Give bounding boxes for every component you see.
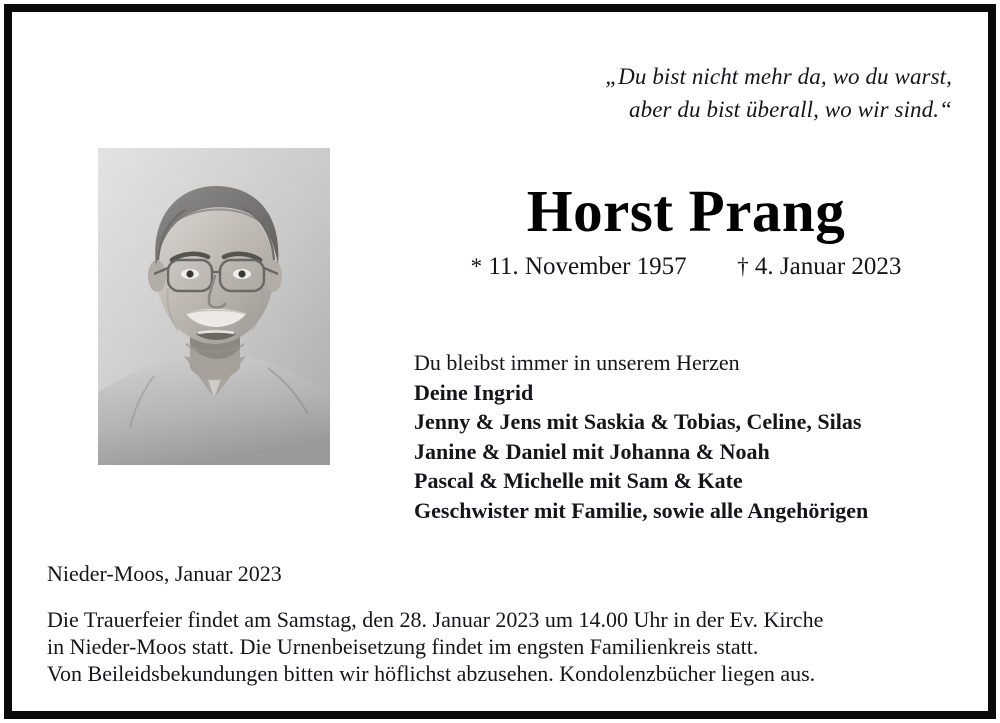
place-and-date: Nieder-Moos, Januar 2023 (47, 561, 282, 586)
epitaph-quote-line-1: „Du bist nicht mehr da, wo du warst, (605, 64, 952, 89)
obituary-notice-frame (4, 4, 996, 719)
birth-date: 11. November 1957 (488, 253, 687, 280)
birth-symbol-icon: * (470, 254, 483, 279)
death-symbol-icon: † (737, 254, 749, 279)
funeral-arrangements (47, 606, 977, 687)
life-dates (392, 252, 980, 282)
arrangement-line-2: in Nieder-Moos statt. Die Urnenbeisetzung findet im engsten Familienkreis statt. (47, 634, 759, 659)
death-date: 4. Januar 2023 (754, 253, 902, 280)
mourner-line-1: Deine Ingrid (414, 379, 534, 405)
deceased-name: Horst Prang (526, 178, 846, 244)
mourners-intro: Du bleibst immer in unserem Herzen (414, 350, 740, 375)
epitaph-quote (432, 60, 952, 126)
epitaph-quote-line-2: aber du bist überall, wo wir sind.“ (629, 97, 952, 122)
mourner-line-5: Geschwister mit Familie, sowie alle Angehörigen (414, 497, 869, 523)
arrangement-line-1: Die Trauerfeier findet am Samstag, den 28. Januar 2023 um 14.00 Uhr in der Ev. Kirche (47, 607, 824, 632)
obituary-notice-body (12, 12, 988, 711)
portrait-photo-icon (98, 148, 330, 465)
mourner-line-4: Pascal & Michelle mit Sam & Kate (414, 468, 743, 493)
mourner-line-3: Janine & Daniel mit Johanna & Noah (414, 438, 770, 464)
arrangement-line-3: Von Beileidsbekundungen bitten wir höflichst abzusehen. Kondolenzbücher liegen aus. (47, 661, 816, 686)
mourners-block (414, 348, 980, 525)
name-block (392, 180, 980, 282)
mourner-line-2: Jenny & Jens mit Saskia & Tobias, Celine, Silas (414, 409, 862, 434)
portrait-photo (98, 148, 330, 465)
